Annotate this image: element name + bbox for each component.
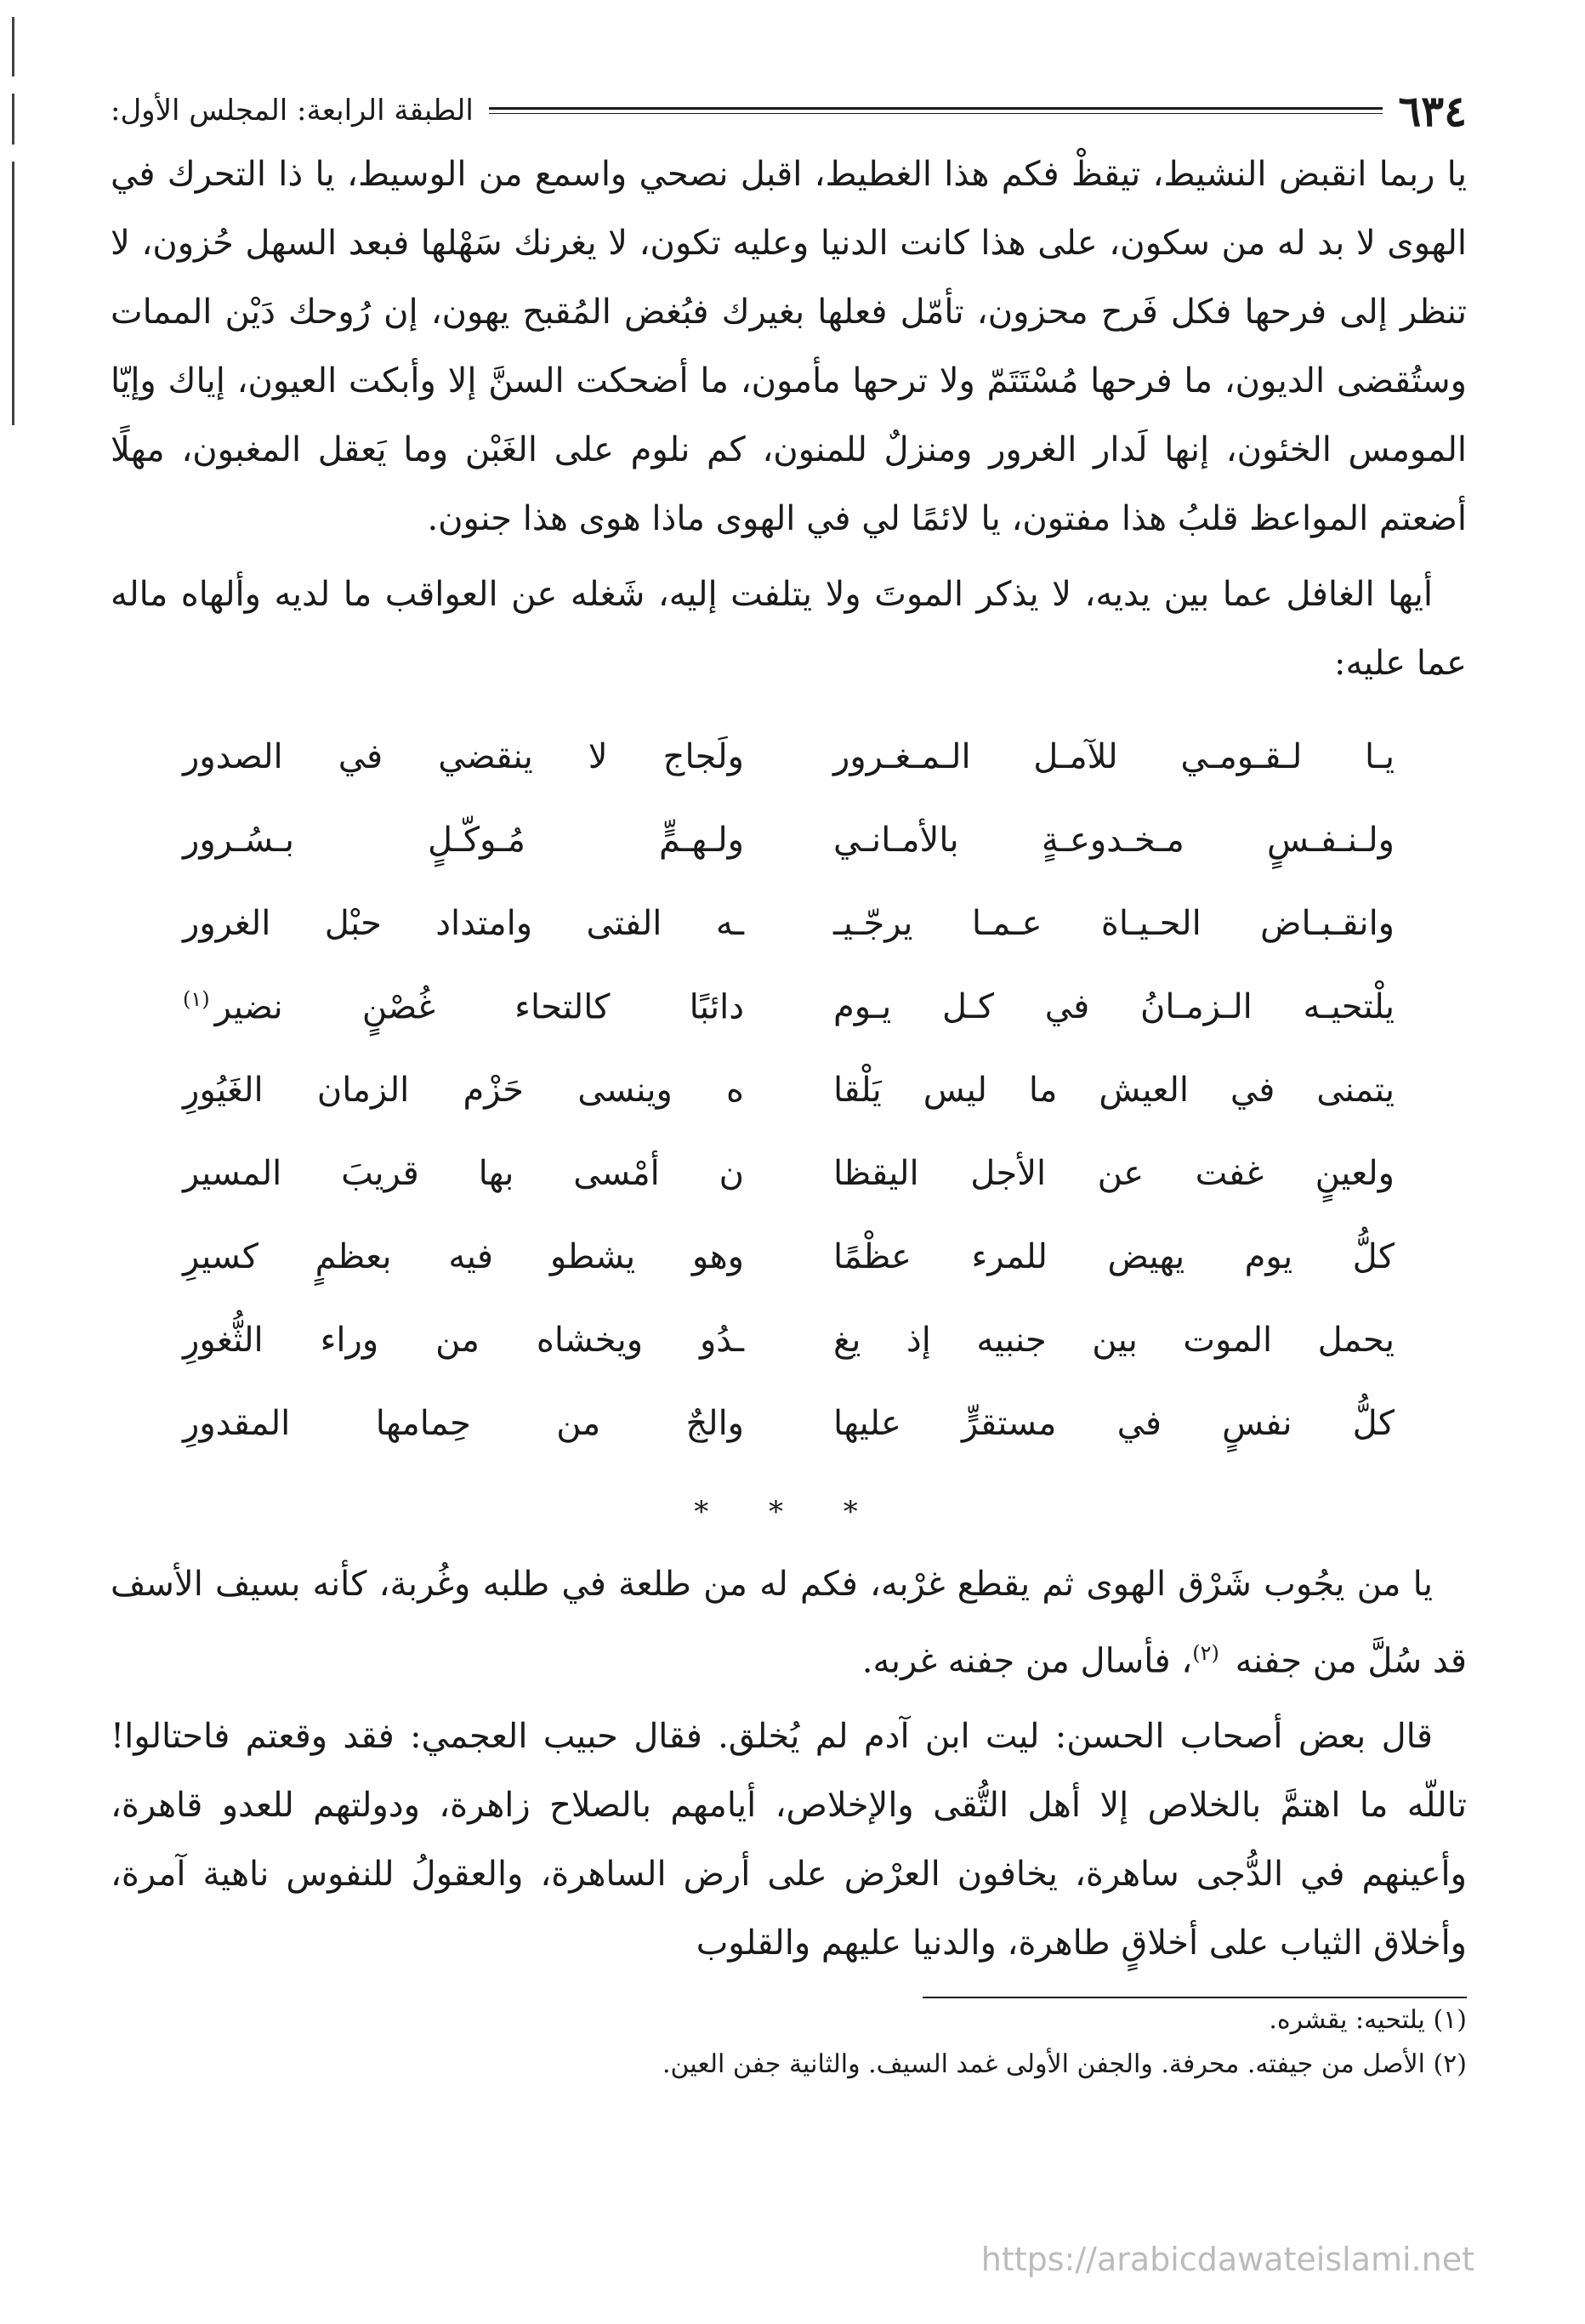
verse-first-hemistich: وانقـبـاض الحـيـاة عـمـا يرجّـيـ [833,904,1395,943]
verse-second-hemistich: والجٌ من حِمامها المقدورِ [183,1404,744,1443]
verse-first-hemistich: كلُّ نفسٍ في مستقرٍّ عليها [833,1404,1395,1443]
verse-first-hemistich: يلْتحيـه الـزمـانُ في كـل يـوم [833,987,1395,1026]
footnote-ref-1: (١) [183,986,210,1011]
paragraph-2: أيها الغافل عما بين يديه، لا يذكر الموتَ ولا يتلفت إليه، شَغله عن العواقب ما لديه وألهاه ماله عما عليه: [111,575,1467,683]
verse-second-hemistich: ـدُو ويخشاه من وراء الثُّغورِ [183,1321,744,1360]
verse-line [111,1298,1467,1382]
verse-line [111,1048,1467,1132]
verse-line [111,1382,1467,1465]
verse-first-hemistich: ولـنـفـسٍ مـخـدوعـةٍ بالأمـانـي [833,821,1395,860]
footnote-2: (٢) الأصل من جيفته. محرفة. والجفن الأولى غمد السيف. والثانية جفن العين. [662,2049,1467,2080]
verse-first-hemistich: يتمنى في العيش ما ليس يَلْقا [833,1071,1395,1110]
paragraph-4: قال بعض أصحاب الحسن: ليت ابن آدم لم يُخلق. فقال حبيب العجمي: فقد وقعتم فاحتالوا! تاللّه ما اهتمَّ بالخلاص إلا أهل التُّقى والإخلاص، أيامهم بالصلاح زاهرة، ودولتهم للعدو قاهرة، وأعينهم في الدُّجى ساهرة، يخافون العرْض على أرض الساهرة، والعقولُ للنفوس ناهية آمرة، وأخلاق الثياب على أخلاقٍ طاهرة، والدنيا عليهم والقلوب [111,1717,1467,1963]
book-page [111,81,1467,2087]
paragraph-1: يا ربما انقبض النشيط، تيقظْ فكم هذا الغطيط، اقبل نصحي واسمع من الوسيط، يا ذا التحرك في الهوى لا بد له من سكون، على هذا كانت الدنيا وعليه تكون، لا يغرنك سَهْلها فبعد السهل حُزون، لا تنظر إلى فرحها فكل فَرح محزون، تأمّل فعلها بغيرك فبُغض المُقبح يهون، إن رُوحك دَيْن الممات وستُقضى الديون، ما فرحها مُسْتَتَمّ ولا ترحها مأمون، ما أضحكت السنَّ إلا وأبكت العيون، إياك وإيّا المومس الخئون، إنها لَدار الغرور ومنزلٌ للمنون، كم نلوم على الغَبْن وما يَعقل المغبون، مهلًا أضعتم المواعظ قلبُ هذا مفتون، يا لائمًا لي في الهوى ماذا هوى هذا جنون. [111,155,1467,538]
verse-line [111,1132,1467,1215]
verse-line [111,1215,1467,1298]
verse-second-hemistich: ـه الفتى وامتداد حبْل الغرور [183,904,744,943]
running-title: الطبقة الرابعة: المجلس الأول: [111,94,474,128]
verse-second-hemistich: ه وينسى حَزْم الزمان الغَيُورِ [183,1071,744,1110]
section-separator: * * * [694,1495,883,1529]
paragraph-3-text-a: يا من يجُوب شَرْق الهوى ثم يقطع غرْبه، فكم له من طلعة في طلبه وغُربة، كأنه بسيف الأسف قد سُلَّ من جفنه [111,1565,1467,1681]
scan-edge-marks [0,0,34,510]
verse-line [111,715,1467,798]
verse-first-hemistich: ولعينٍ غفت عن الأجل اليقظا [833,1154,1395,1193]
footnote-ref-2: (٢) [1192,1641,1219,1665]
page-number: ٦٣٤ [1398,85,1467,136]
header-rule [489,107,1383,114]
verse-second-hemistich: ن أمْسى بها قريبَ المسير [183,1154,744,1193]
verse-second-hemistich: ولَجاج لا ينقضي في الصدور [183,737,744,776]
verse-second-hemistich: وهو يشطو فيه بعظمٍ كسيرِ [183,1237,744,1276]
footnote-1: (١) يلتحيه: يقشره. [1269,2005,1467,2036]
verse-first-hemistich: يحمل الموت بين جنبيه إذ يغ [833,1321,1395,1360]
verse-first-hemistich: يـا لـقـومـي للآمـل الـمـغـرور [833,737,1395,776]
verse-second-hemistich [111,987,744,1026]
verse-second-hemistich: ولـهـمٍّ مُـوكّـلٍ بـسُـرور [183,821,744,860]
verse-line [111,882,1467,965]
paragraph-3-text-b: ، فأسال من جفنه غربه. [861,1641,1193,1681]
page-header [111,81,1467,140]
verse-line [111,798,1467,882]
poem [111,715,1467,1465]
watermark-url: https://arabicdawateislami.net [980,2241,1474,2278]
verse-text: دائبًا كالتحاء غُصْنٍ نضير [214,987,744,1027]
paragraph-3 [111,1550,1467,1696]
verse-line [111,965,1467,1048]
verse-first-hemistich: كلُّ يوم يهيض للمرء عظْمًا [833,1237,1395,1276]
